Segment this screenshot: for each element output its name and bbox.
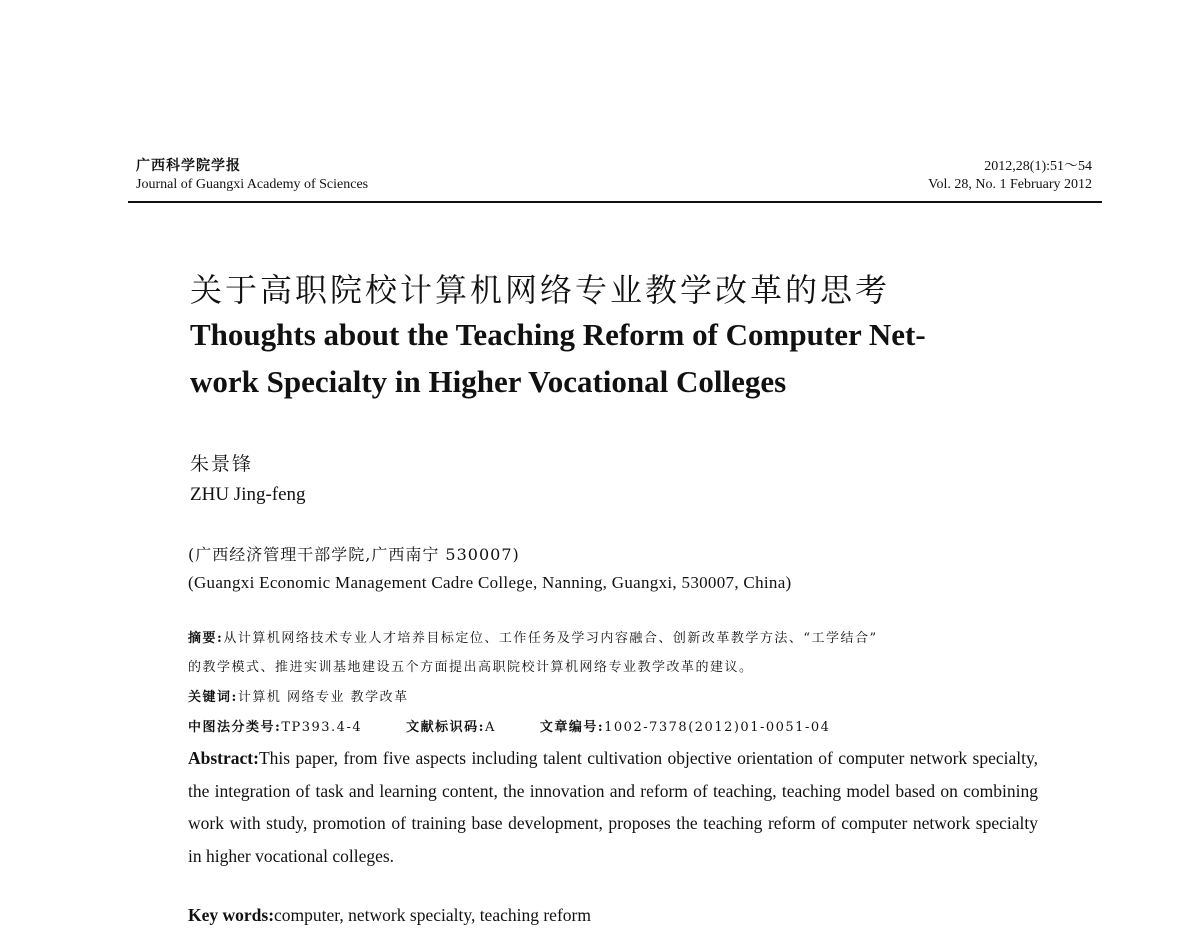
journal-name-cn: 广西科学院学报 (136, 158, 241, 174)
article-id-label: 文章编号: (539, 720, 605, 735)
title-en-line1: Thoughts about the Teaching Reform of Computer Net- (190, 317, 926, 352)
author-en: ZHU Jing-feng (190, 484, 306, 505)
volume-info: Vol. 28, No. 1 February 2012 (928, 177, 1092, 192)
affiliation-en: (Guangxi Economic Management Cadre College, Nanning, Guangxi, 530007, China) (188, 573, 792, 592)
author-cn: 朱景锋 (190, 453, 254, 475)
article-id (540, 716, 831, 735)
cn-abstract-line1 (188, 627, 878, 646)
cn-abstract-text1: 从计算机网络技术专业人才培养目标定位、工作任务及学习内容融合、创新改革教学方法、“工学结合” (223, 631, 878, 646)
doc-code-value: A (484, 720, 496, 735)
affiliation-cn: (广西经济管理干部学院,广西南宁 530007) (188, 545, 520, 564)
cn-abstract-line2: 的教学模式、推进实训基地建设五个方面提出高职院校计算机网络专业教学改革的建议。 (188, 660, 754, 675)
en-keywords (188, 905, 591, 926)
article-id-value: 1002-7378(2012)01-0051-04 (604, 720, 831, 735)
clc-number (188, 716, 362, 735)
clc-value: TP393.4-4 (281, 720, 363, 735)
title-en-line2: work Specialty in Higher Vocational Colleges (190, 364, 787, 399)
en-keywords-value: computer, network specialty, teaching reform (274, 905, 591, 925)
cn-keywords-label: 关键词: (188, 690, 238, 705)
cn-keywords (188, 686, 409, 705)
doc-code-label: 文献标识码: (406, 720, 485, 735)
en-abstract (188, 742, 1038, 872)
journal-name-en: Journal of Guangxi Academy of Sciences (136, 177, 369, 192)
doc-code (406, 716, 496, 735)
en-keywords-label: Key words: (188, 905, 275, 925)
clc-label: 中图法分类号: (188, 720, 282, 735)
en-abstract-text: This paper, from five aspects including talent cultivation objective orientation of computer network specialty, the integration of task and learning content, the innovation and reform of teaching, teaching model based on combining work with study, promotion of training base development, proposes the teaching reform of computer network specialty in higher vocational colleges. (188, 748, 1038, 866)
citation-info: 2012,28(1):51～54 (984, 159, 1092, 174)
cn-keywords-value: 计算机 网络专业 教学改革 (237, 690, 409, 705)
header-rule (128, 201, 1102, 203)
classification-line (188, 716, 874, 735)
en-abstract-label: Abstract: (188, 748, 259, 768)
cn-abstract-label: 摘要: (188, 631, 224, 646)
title-cn: 关于高职院校计算机网络专业教学改革的思考 (190, 271, 891, 309)
